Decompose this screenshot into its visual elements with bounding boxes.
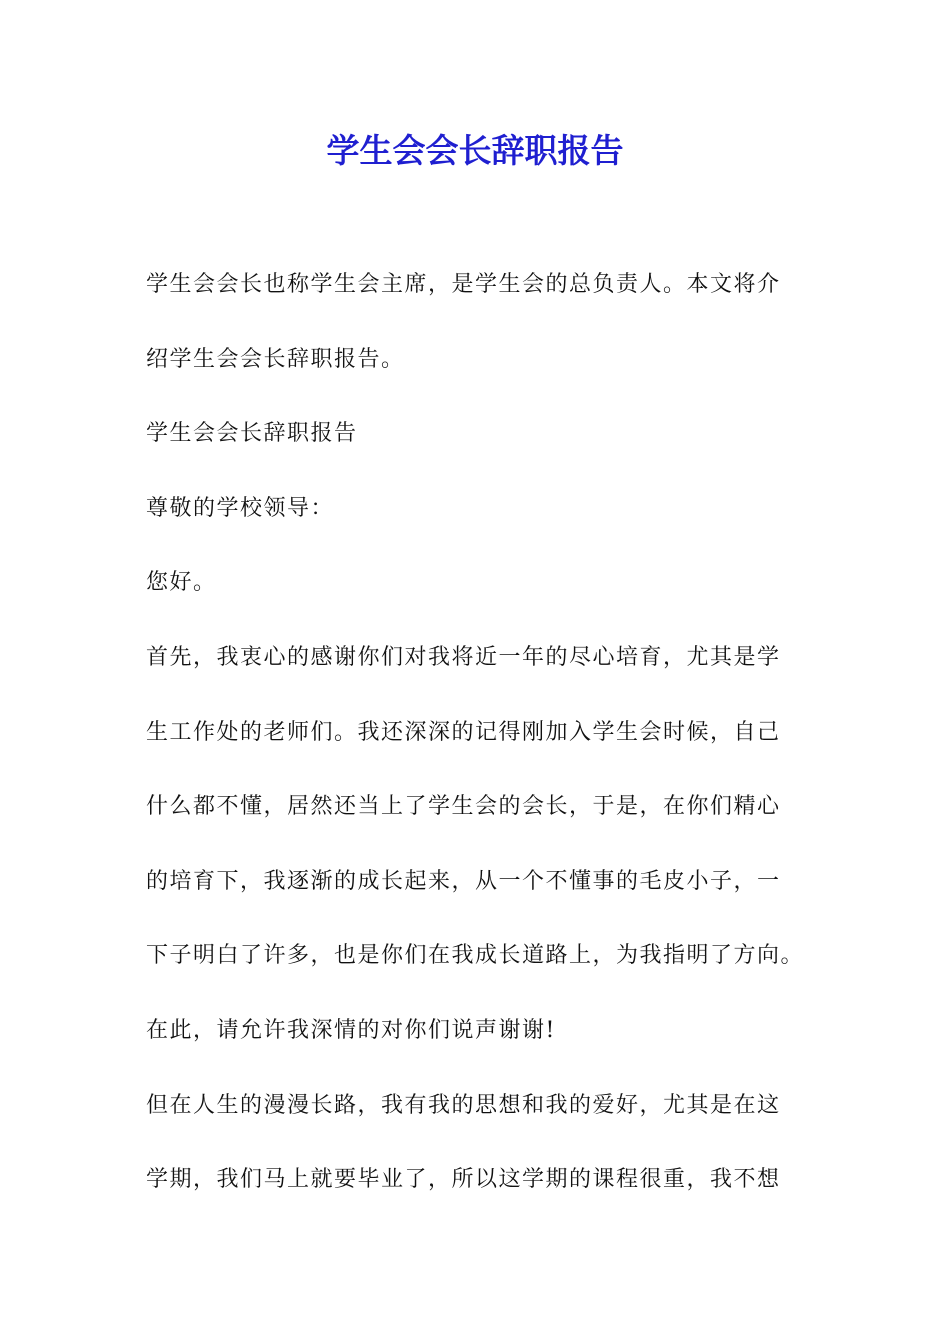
paragraph-line-1: 学生会会长也称学生会主席，是学生会的总负责人。本文将介 [146, 272, 781, 297]
paragraph-line-7: 生工作处的老师们。我还深深的记得刚加入学生会时候，自己 [146, 719, 781, 745]
paragraph-line-8: 什么都不懂，居然还当上了学生会的会长，于是，在你们精心 [146, 794, 781, 820]
greeting: 您好。 [146, 570, 217, 596]
document-body [146, 262, 826, 1232]
paragraph-line-9: 的培育下，我逐渐的成长起来，从一个不懂事的毛皮小子，一 [146, 868, 781, 894]
document-title: 学生会会长辞职报告 [326, 131, 624, 170]
section-heading: 学生会会长辞职报告 [146, 421, 358, 447]
paragraph-line-11: 在此，请允许我深情的对你们说声谢谢! [146, 1017, 556, 1043]
paragraph-line-12: 但在人生的漫漫长路，我有我的思想和我的爱好，尤其是在这 [146, 1092, 781, 1118]
paragraph-line-6: 首先，我衷心的感谢你们对我将近一年的尽心培育，尤其是学 [146, 644, 781, 670]
paragraph-line-13: 学期，我们马上就要毕业了，所以这学期的课程很重，我不想 [146, 1167, 781, 1193]
paragraph-line-10: 下子明白了许多，也是你们在我成长道路上，为我指明了方向。 [146, 943, 805, 969]
paragraph-line-2: 绍学生会会长辞职报告。 [146, 346, 405, 372]
salutation: 尊敬的学校领导： [146, 495, 335, 521]
